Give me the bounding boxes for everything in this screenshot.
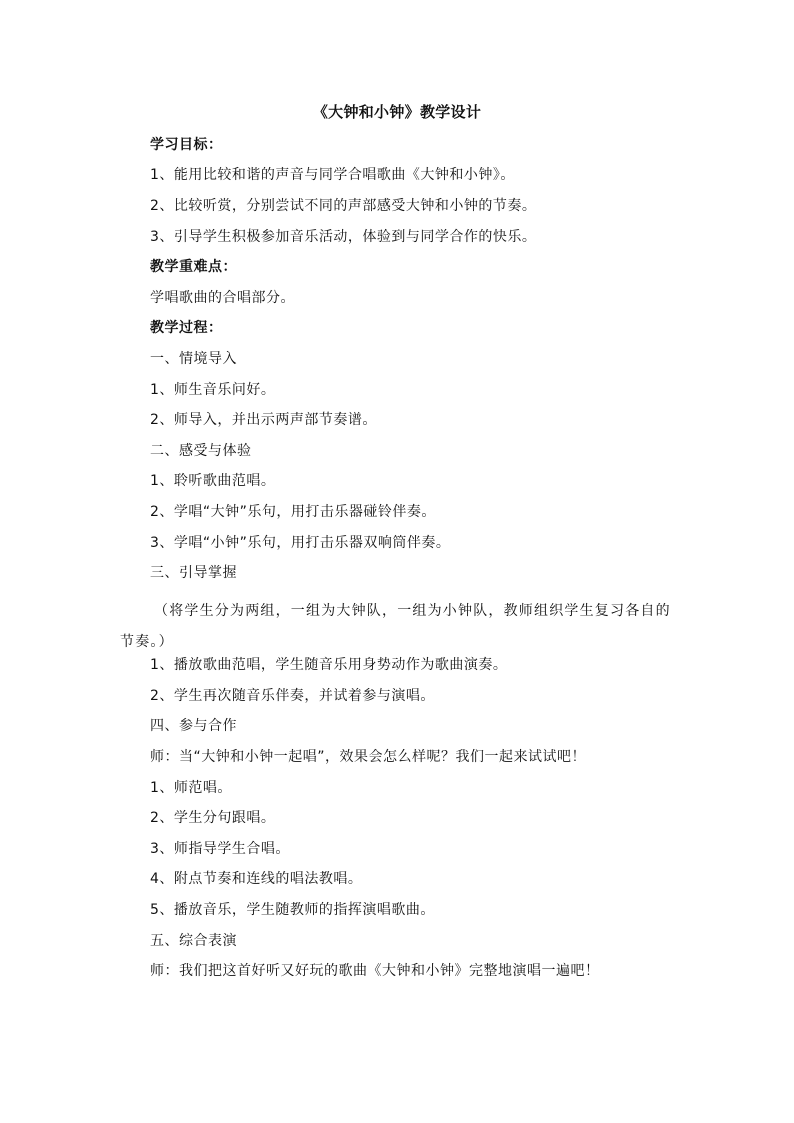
key-point-text: 学唱歌曲的合唱部分。 [150, 290, 295, 306]
objective-item-2: 2、比较听赏，分别尝试不同的声部感受大钟和小钟的节奏。 [150, 198, 537, 214]
step-3-item-2: 2、学生再次随音乐伴奏，并试着参与演唱。 [150, 688, 435, 704]
step-4-item-3: 3、师指导学生合唱。 [150, 841, 290, 857]
section-heading-objectives: 学习目标： [150, 137, 223, 153]
step-heading-4: 四、参与合作 [150, 718, 237, 734]
step-2-item-3: 3、学唱“小钟”乐句，用打击乐器双响筒伴奏。 [150, 535, 451, 551]
step-2-item-2: 2、学唱“大钟”乐句，用打击乐器碰铃伴奏。 [150, 504, 436, 520]
step-4-intro: 师：当“大钟和小钟一起唱”，效果会怎么样呢？我们一起来试试吧！ [150, 749, 587, 765]
step-3-paragraph: （将学生分为两组，一组为大钟队，一组为小钟队，教师组织学生复习各自的节奏。） [120, 603, 671, 650]
step-5-text: 师：我们把这首好听又好玩的歌曲《大钟和小钟》完整地演唱一遍吧！ [150, 963, 600, 979]
section-heading-key-points: 教学重难点： [150, 259, 237, 275]
step-4-item-4: 4、附点节奏和连线的唱法教唱。 [150, 871, 363, 887]
section-heading-process: 教学过程： [150, 320, 223, 336]
step-heading-2: 二、感受与体验 [150, 443, 252, 459]
step-4-item-1: 1、师范唱。 [150, 780, 232, 796]
step-heading-5: 五、综合表演 [150, 933, 237, 949]
step-4-item-5: 5、播放音乐，学生随教师的指挥演唱歌曲。 [150, 902, 435, 918]
document-title: 《大钟和小钟》教学设计 [312, 103, 482, 121]
objective-item-3: 3、引导学生积极参加音乐活动，体验到与同学合作的快乐。 [150, 229, 537, 245]
step-1-item-2: 2、师导入，并出示两声部节奏谱。 [150, 412, 377, 428]
step-3-item-1: 1、播放歌曲范唱，学生随音乐用身势动作为歌曲演奏。 [150, 657, 508, 673]
step-heading-3: 三、引导掌握 [150, 565, 237, 581]
step-4-item-2: 2、学生分句跟唱。 [150, 810, 276, 826]
step-2-item-1: 1、聆听歌曲范唱。 [150, 473, 276, 489]
objective-item-1: 1、能用比较和谐的声音与同学合唱歌曲《大钟和小钟》。 [150, 167, 515, 183]
step-heading-1: 一、情境导入 [150, 351, 237, 367]
step-1-item-1: 1、师生音乐问好。 [150, 382, 276, 398]
